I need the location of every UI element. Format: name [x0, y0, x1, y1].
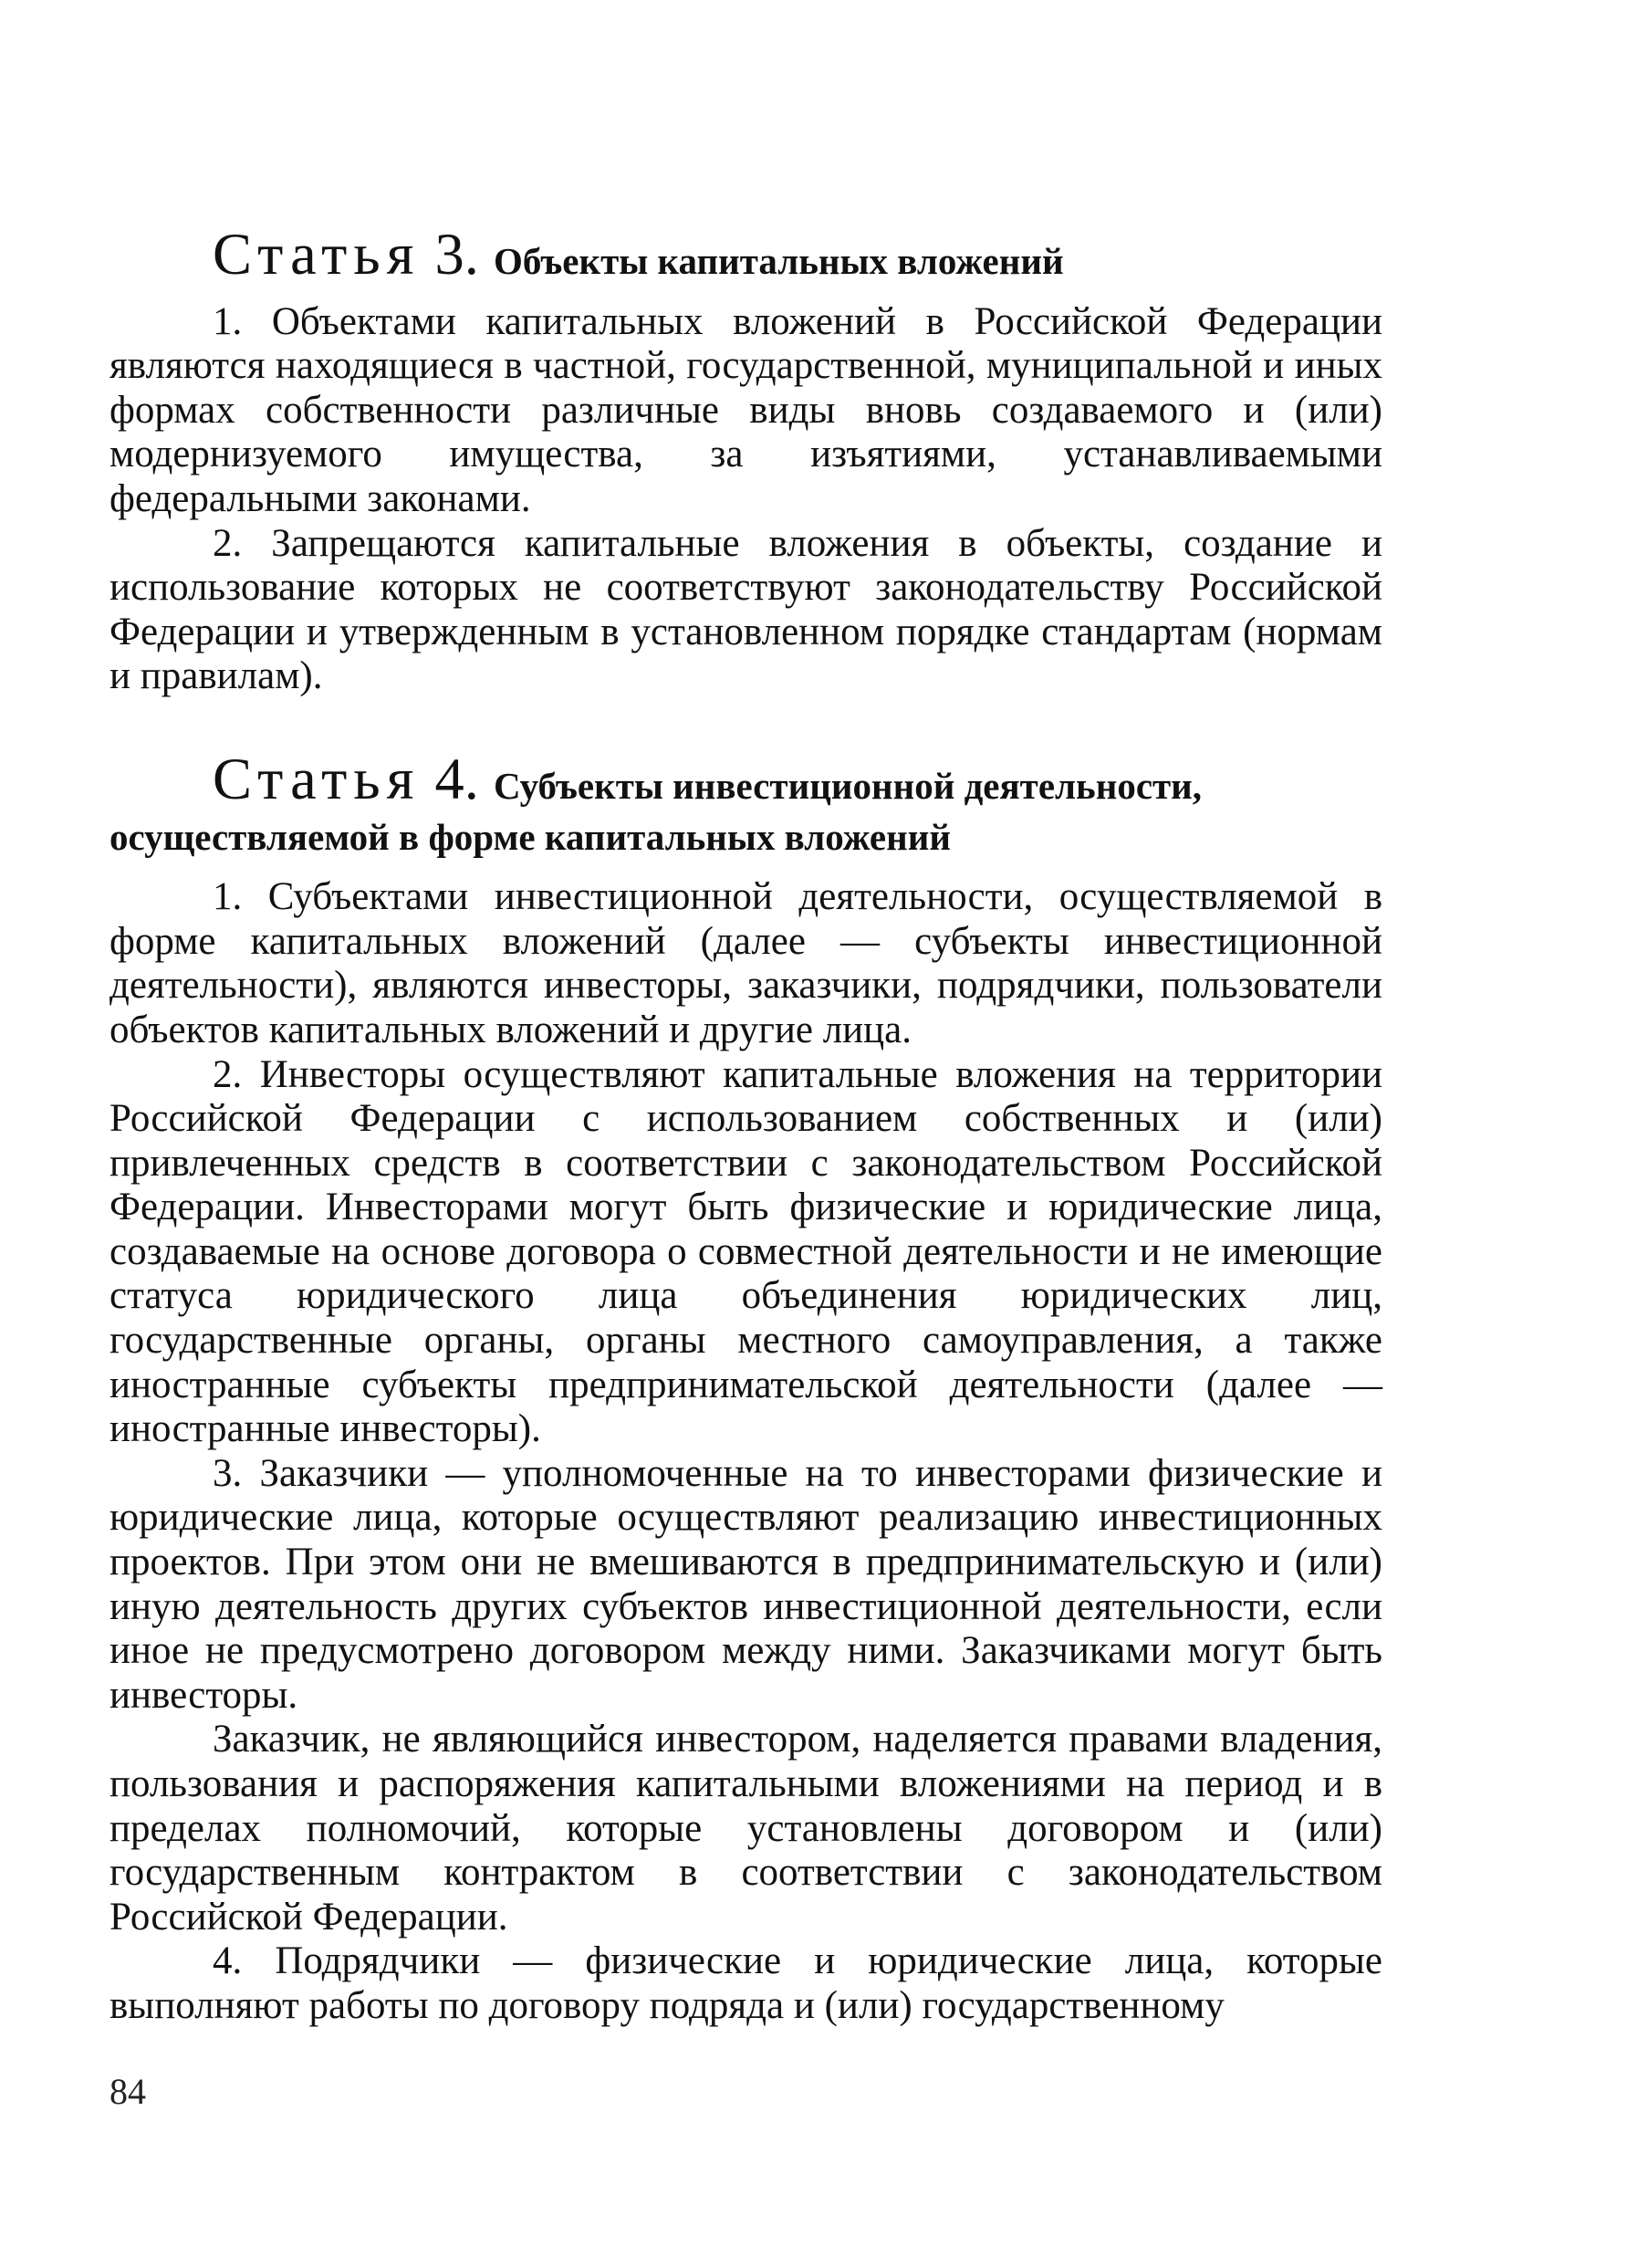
article-4-heading	[109, 746, 1382, 859]
article-3-paragraph-2: 2. Запрещаются капитальные вложения в объекты, создание и использование которых не соответствуют законодательству Российской Федерации и утвержденным в установленном порядке стандартам (нормам и правилам).	[109, 521, 1382, 698]
article-4-paragraph-3: 3. Заказчики — уполномоченные на то инвесторами физические и юридические лица, которые осуществляют реализацию инвестиционных проектов. При этом они не вмешиваются в предпринимательскую и (или) иную деятельность других субъектов инвестиционной деятельности, если иное не предусмотрено договором между ними. Заказчиками могут быть инвесторы.	[109, 1451, 1382, 1717]
article-4-paragraph-2: 2. Инвесторы осуществляют капитальные вложения на территории Российской Федерации с использованием собственных и (или) привлеченных средств в соответствии с законодательством Российской Федерации. Инвесторами могут быть физические и юридические лица, создаваемые на основе договора о совместной деятельности и не имеющие статуса юридического лица объединения юридических лиц, государственные органы, органы местного самоуправления, а также иностранные субъекты предпринимательской деятельности (далее — иностранные инвесторы).	[109, 1052, 1382, 1451]
document-body	[109, 222, 1382, 2029]
article-3-label: Статья	[213, 222, 421, 287]
article-4-label: Статья	[213, 746, 421, 811]
article-4-title: Субъекты инвестиционной деятельности, осуществляемой в форме капитальных вложений	[109, 764, 1203, 858]
article-3-number: 3.	[434, 222, 479, 287]
article-4-paragraph-5: 4. Подрядчики — физические и юридические лица, которые выполняют работы по договору подряда и (или) государственному	[109, 1939, 1382, 2027]
article-3-title: Объекты капитальных вложений	[494, 240, 1064, 282]
article-3-heading	[109, 222, 1382, 287]
article-4-paragraph-4: Заказчик, не являющийся инвестором, наделяется правами владения, пользования и распоряжения капитальными вложениями на период и в пределах полномочий, которые установлены договором и (или) государственным контрактом в соответствии с законодательством Российской Федерации.	[109, 1718, 1382, 1939]
article-3-paragraph-1: 1. Объектами капитальных вложений в Российской Федерации являются находящиеся в частной, государственной, муниципальной и иных формах собственности различные виды вновь создаваемого и (или) модернизуемого имущества, за изъятиями, устанавливаемыми федеральными законами.	[109, 299, 1382, 520]
page-number: 84	[109, 2071, 146, 2112]
article-4-paragraph-1: 1. Субъектами инвестиционной деятельности, осуществляемой в форме капитальных вложений (далее — субъекты инвестиционной деятельности), являются инвесторы, заказчики, подрядчики, пользователи объектов капитальных вложений и другие лица.	[109, 875, 1382, 1051]
article-4-number: 4.	[434, 746, 479, 811]
